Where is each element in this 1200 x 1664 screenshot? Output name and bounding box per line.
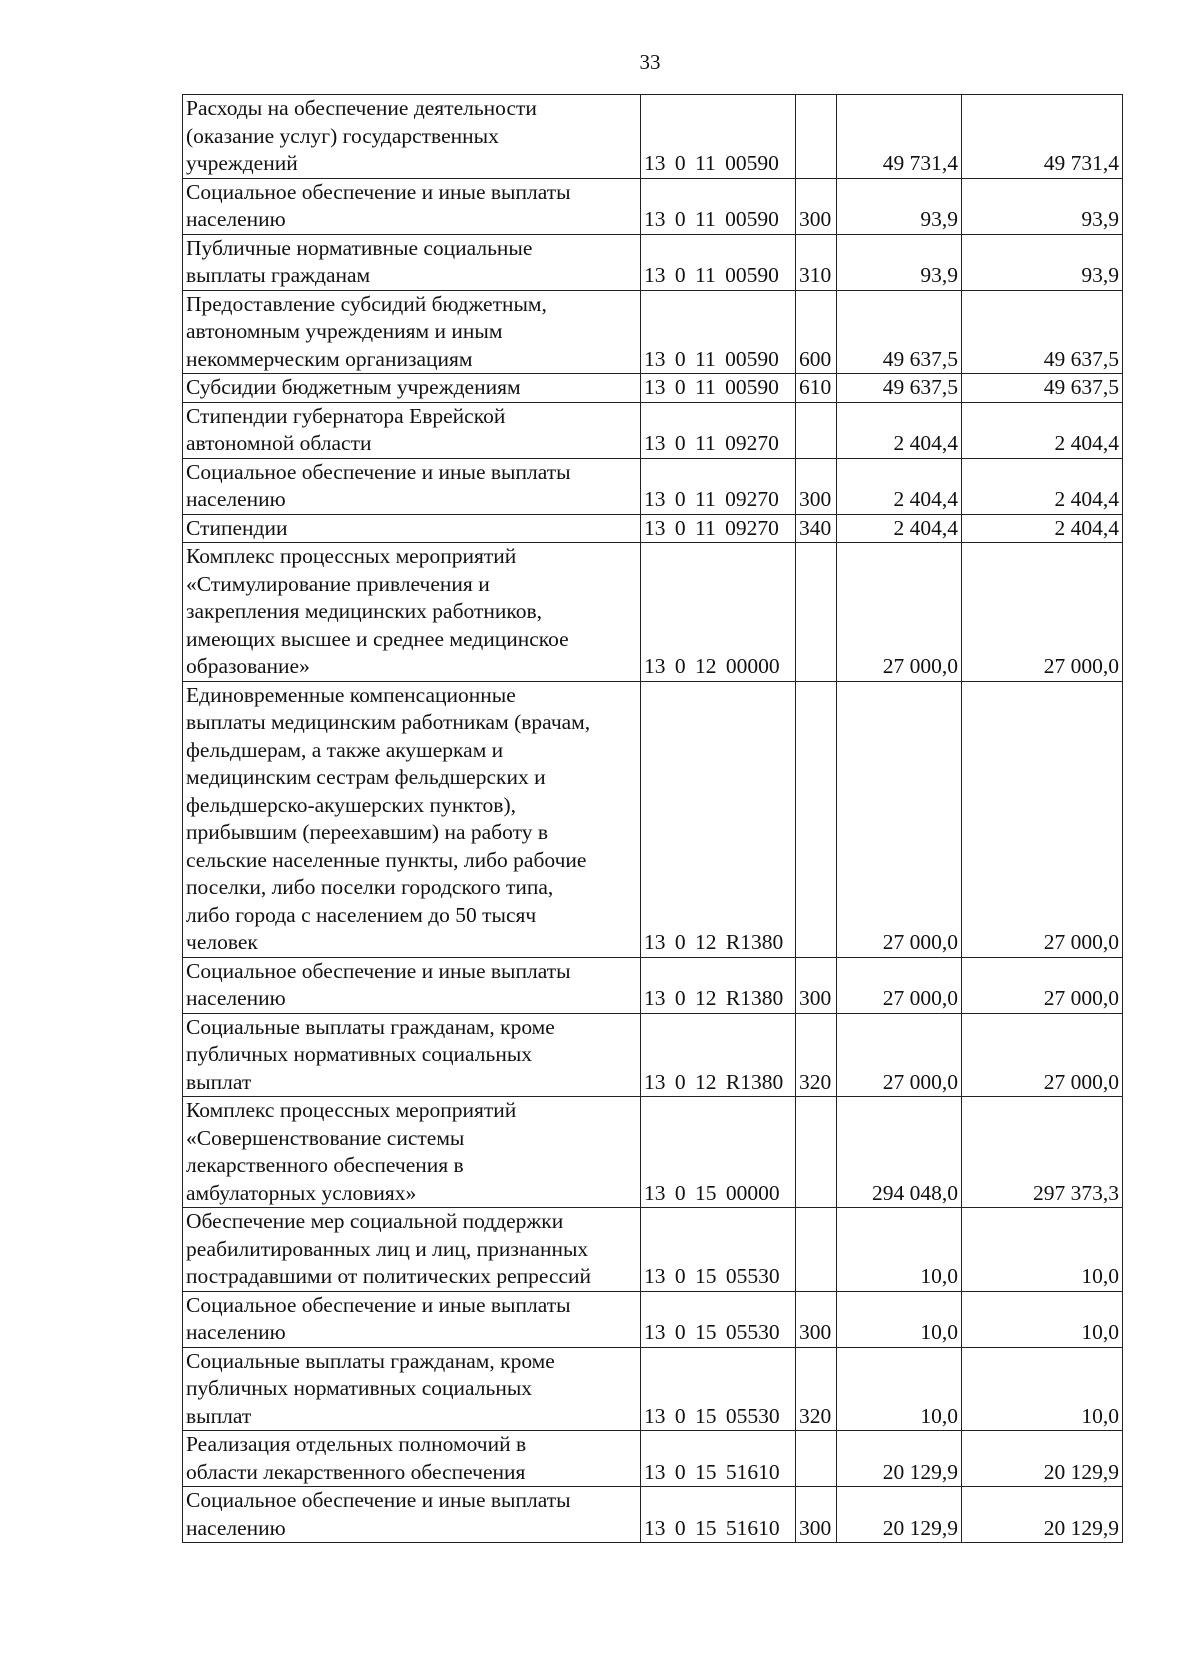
budget-table-body bbox=[183, 95, 1123, 1543]
table-row bbox=[183, 402, 1123, 458]
table-row bbox=[183, 1431, 1123, 1487]
row-expense-type bbox=[796, 543, 837, 682]
row-description bbox=[183, 514, 641, 543]
description-line: Субсидии бюджетным учреждениям bbox=[186, 375, 521, 399]
row-code: 13 0 11 00590 bbox=[641, 290, 796, 374]
row-expense-type: 310 bbox=[796, 234, 837, 290]
description-line: Единовременные компенсационные bbox=[186, 682, 516, 707]
description-line: образование» bbox=[186, 654, 310, 678]
table-row bbox=[183, 681, 1123, 957]
row-description bbox=[183, 374, 641, 403]
row-amount-1: 294 048,0 bbox=[837, 1097, 962, 1208]
row-expense-type: 610 bbox=[796, 374, 837, 403]
row-code: 13 0 15 51610 bbox=[641, 1431, 796, 1487]
description-line: фельдшерско-акушерских пунктов), bbox=[186, 792, 516, 817]
row-amount-1: 27 000,0 bbox=[837, 957, 962, 1013]
description-line: выплат bbox=[186, 1403, 252, 1428]
row-expense-type: 300 bbox=[796, 1291, 837, 1347]
row-expense-type: 320 bbox=[796, 1013, 837, 1097]
row-amount-2: 10,0 bbox=[962, 1347, 1123, 1431]
row-expense-type: 600 bbox=[796, 290, 837, 374]
row-description bbox=[183, 681, 641, 957]
row-amount-1: 2 404,4 bbox=[837, 458, 962, 514]
description-line: населению bbox=[186, 487, 286, 511]
description-line: поселки, либо поселки городского типа, bbox=[186, 875, 554, 899]
description-line: «Совершенствование системы bbox=[186, 1125, 465, 1150]
row-description bbox=[183, 1347, 641, 1431]
description-line: выплаты медицинским работникам (врачам, bbox=[186, 710, 591, 734]
description-line: Социальное обеспечение и иные выплаты bbox=[186, 1292, 571, 1317]
row-amount-2: 2 404,4 bbox=[962, 514, 1123, 543]
row-description bbox=[183, 957, 641, 1013]
row-amount-1: 27 000,0 bbox=[837, 543, 962, 682]
description-line: учреждений bbox=[186, 151, 298, 175]
description-line: Социальные выплаты гражданам, кроме bbox=[186, 1348, 555, 1373]
budget-table bbox=[182, 94, 1123, 1543]
row-expense-type bbox=[796, 95, 837, 179]
table-row bbox=[183, 1208, 1123, 1292]
row-description bbox=[183, 1487, 641, 1543]
row-amount-1: 2 404,4 bbox=[837, 402, 962, 458]
row-code: 13 0 11 00590 bbox=[641, 234, 796, 290]
row-amount-2: 2 404,4 bbox=[962, 402, 1123, 458]
row-amount-1: 10,0 bbox=[837, 1208, 962, 1292]
row-amount-1: 2 404,4 bbox=[837, 514, 962, 543]
page-number: 33 bbox=[639, 50, 661, 74]
row-amount-1: 49 637,5 bbox=[837, 374, 962, 403]
row-code: 13 0 15 51610 bbox=[641, 1487, 796, 1543]
row-amount-2: 20 129,9 bbox=[962, 1431, 1123, 1487]
row-description bbox=[183, 178, 641, 234]
row-expense-type: 300 bbox=[796, 178, 837, 234]
row-amount-2: 49 637,5 bbox=[962, 290, 1123, 374]
description-line: Предоставление субсидий бюджетным, bbox=[186, 291, 547, 316]
description-line: фельдшерам, а также акушеркам и bbox=[186, 737, 504, 762]
description-line: населению bbox=[186, 1515, 286, 1540]
row-amount-2: 10,0 bbox=[962, 1291, 1123, 1347]
table-row bbox=[183, 1097, 1123, 1208]
row-amount-1: 10,0 bbox=[837, 1347, 962, 1431]
table-row bbox=[183, 543, 1123, 682]
description-line: населению bbox=[186, 207, 286, 231]
description-line: публичных нормативных социальных bbox=[186, 1042, 533, 1066]
row-description bbox=[183, 95, 641, 179]
description-line: прибывшим (переехавшим) на работу в bbox=[186, 820, 548, 844]
table-row bbox=[183, 234, 1123, 290]
row-expense-type: 300 bbox=[796, 458, 837, 514]
row-expense-type: 300 bbox=[796, 1487, 837, 1543]
description-line: Расходы на обеспечение деятельности bbox=[186, 96, 537, 120]
description-line: Обеспечение мер социальной поддержки bbox=[186, 1209, 564, 1233]
row-code: 13 0 15 05530 bbox=[641, 1208, 796, 1292]
table-row bbox=[183, 514, 1123, 543]
table-row bbox=[183, 1487, 1123, 1543]
description-line: Комплекс процессных мероприятий bbox=[186, 544, 517, 568]
description-line: области лекарственного обеспечения bbox=[186, 1459, 526, 1484]
row-code: 13 0 11 00590 bbox=[641, 178, 796, 234]
description-line: выплаты гражданам bbox=[186, 263, 371, 287]
description-line: Стипендии bbox=[186, 515, 288, 540]
row-amount-1: 10,0 bbox=[837, 1291, 962, 1347]
table-row bbox=[183, 1347, 1123, 1431]
row-amount-1: 49 731,4 bbox=[837, 95, 962, 179]
description-line: Социальное обеспечение и иные выплаты bbox=[186, 459, 571, 484]
row-amount-1: 49 637,5 bbox=[837, 290, 962, 374]
row-description bbox=[183, 1013, 641, 1097]
description-line: Стипендии губернатора Еврейской bbox=[186, 403, 506, 428]
table-row bbox=[183, 1291, 1123, 1347]
row-expense-type bbox=[796, 1208, 837, 1292]
row-description bbox=[183, 290, 641, 374]
row-expense-type bbox=[796, 1097, 837, 1208]
description-line: имеющих высшее и среднее медицинское bbox=[186, 626, 569, 651]
row-code: 13 0 11 09270 bbox=[641, 458, 796, 514]
description-line: автономным учреждениям и иным bbox=[186, 319, 503, 343]
description-line: Социальное обеспечение и иные выплаты bbox=[186, 179, 571, 204]
row-amount-1: 93,9 bbox=[837, 234, 962, 290]
description-line: лекарственного обеспечения в bbox=[186, 1153, 464, 1177]
description-line: Социальные выплаты гражданам, кроме bbox=[186, 1014, 555, 1039]
row-code: 13 0 15 05530 bbox=[641, 1291, 796, 1347]
description-line: «Стимулирование привлечения и bbox=[186, 571, 490, 596]
row-amount-2: 27 000,0 bbox=[962, 1013, 1123, 1097]
description-line: реабилитированных лиц и лиц, признанных bbox=[186, 1236, 589, 1261]
row-amount-2: 49 731,4 bbox=[962, 95, 1123, 179]
description-line: либо города с населением до 50 тысяч bbox=[186, 902, 537, 927]
row-amount-1: 27 000,0 bbox=[837, 681, 962, 957]
row-expense-type: 340 bbox=[796, 514, 837, 543]
table-row bbox=[183, 458, 1123, 514]
row-amount-2: 297 373,3 bbox=[962, 1097, 1123, 1208]
row-code: 13 0 11 09270 bbox=[641, 514, 796, 543]
row-amount-2: 93,9 bbox=[962, 234, 1123, 290]
row-description bbox=[183, 543, 641, 682]
row-description bbox=[183, 402, 641, 458]
table-row bbox=[183, 95, 1123, 179]
description-line: автономной области bbox=[186, 431, 372, 455]
row-amount-2: 27 000,0 bbox=[962, 957, 1123, 1013]
description-line: выплат bbox=[186, 1069, 252, 1094]
row-description bbox=[183, 458, 641, 514]
row-code: 13 0 12 R1380 bbox=[641, 681, 796, 957]
description-line: закрепления медицинских работников, bbox=[186, 599, 543, 623]
description-line: (оказание услуг) государственных bbox=[186, 123, 499, 148]
row-code: 13 0 11 09270 bbox=[641, 402, 796, 458]
row-amount-1: 20 129,9 bbox=[837, 1431, 962, 1487]
description-line: пострадавшими от политических репрессий bbox=[186, 1264, 592, 1288]
row-amount-1: 27 000,0 bbox=[837, 1013, 962, 1097]
description-line: населению bbox=[186, 986, 286, 1010]
row-code: 13 0 11 00590 bbox=[641, 95, 796, 179]
row-amount-1: 93,9 bbox=[837, 178, 962, 234]
description-line: населению bbox=[186, 1320, 286, 1344]
description-line: Публичные нормативные социальные bbox=[186, 235, 533, 260]
row-code: 13 0 12 00000 bbox=[641, 543, 796, 682]
description-line: амбулаторных условиях» bbox=[186, 1180, 417, 1205]
description-line: Социальное обеспечение и иные выплаты bbox=[186, 1488, 571, 1512]
row-amount-2: 27 000,0 bbox=[962, 681, 1123, 957]
row-amount-2: 10,0 bbox=[962, 1208, 1123, 1292]
row-description bbox=[183, 1291, 641, 1347]
row-description bbox=[183, 234, 641, 290]
row-expense-type bbox=[796, 402, 837, 458]
table-row bbox=[183, 957, 1123, 1013]
row-expense-type: 320 bbox=[796, 1347, 837, 1431]
row-code: 13 0 11 00590 bbox=[641, 374, 796, 403]
row-expense-type bbox=[796, 1431, 837, 1487]
row-amount-2: 49 637,5 bbox=[962, 374, 1123, 403]
row-code: 13 0 15 00000 bbox=[641, 1097, 796, 1208]
row-code: 13 0 12 R1380 bbox=[641, 957, 796, 1013]
description-line: сельские населенные пункты, либо рабочие bbox=[186, 847, 587, 872]
description-line: человек bbox=[186, 930, 258, 954]
table-row bbox=[183, 1013, 1123, 1097]
description-line: некоммерческим организациям bbox=[186, 346, 473, 371]
row-code: 13 0 15 05530 bbox=[641, 1347, 796, 1431]
row-amount-2: 2 404,4 bbox=[962, 458, 1123, 514]
row-expense-type: 300 bbox=[796, 957, 837, 1013]
row-amount-2: 27 000,0 bbox=[962, 543, 1123, 682]
row-amount-2: 20 129,9 bbox=[962, 1487, 1123, 1543]
table-row bbox=[183, 290, 1123, 374]
row-amount-1: 20 129,9 bbox=[837, 1487, 962, 1543]
description-line: медицинским сестрам фельдшерских и bbox=[186, 765, 546, 789]
row-description bbox=[183, 1208, 641, 1292]
row-amount-2: 93,9 bbox=[962, 178, 1123, 234]
description-line: Реализация отдельных полномочий в bbox=[186, 1432, 527, 1456]
description-line: Комплекс процессных мероприятий bbox=[186, 1098, 517, 1122]
description-line: Социальное обеспечение и иные выплаты bbox=[186, 958, 571, 983]
row-description bbox=[183, 1097, 641, 1208]
row-description bbox=[183, 1431, 641, 1487]
table-row bbox=[183, 374, 1123, 403]
table-row bbox=[183, 178, 1123, 234]
row-code: 13 0 12 R1380 bbox=[641, 1013, 796, 1097]
row-expense-type bbox=[796, 681, 837, 957]
description-line: публичных нормативных социальных bbox=[186, 1376, 533, 1400]
